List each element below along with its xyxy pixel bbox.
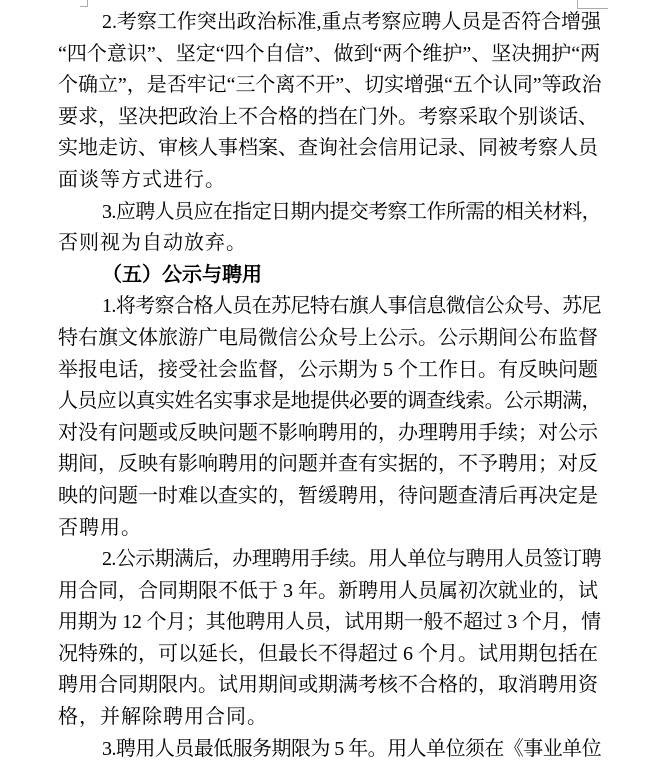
text-line: 对没有问题或反映问题不影响聘用的，办理聘用手续；对公示: [58, 421, 598, 444]
text-line: 2.公示期满后，办理聘用手续。用人单位与聘用人员签订聘: [102, 548, 602, 571]
text-line: 否则视为自动放弃。: [58, 232, 247, 255]
text-line: 3.聘用人员最低服务期限为 5 年。用人单位须在《事业单位: [102, 737, 602, 760]
text-line: 2.考察工作突出政治标准,重点考察应聘人员是否符合增强: [102, 11, 601, 33]
text-line: 况特殊的，可以延长，但最长不得超过 6 个月。试用期包括在: [58, 642, 598, 665]
text-line: 人员应以真实姓名实事求是地提供必要的调查线索。公示期满，: [58, 390, 601, 413]
text-line: 否聘用。: [58, 516, 142, 539]
text-line: “四个意识”、坚定“四个自信”、做到“两个维护”、坚决拥护“两: [58, 42, 601, 65]
text-line: 映的问题一时难以查实的，暂缓聘用，待问题查清后再决定是: [58, 484, 598, 507]
text-line: 面谈等方式进行。: [58, 168, 226, 191]
text-line: 聘用合同期限内。试用期间或期满考核不合格的，取消聘用资: [58, 674, 598, 697]
document-body: [58, 7, 601, 765]
text-line: 用期为 12 个月；其他聘用人员，试用期一般不超过 3 个月，情: [58, 611, 601, 634]
text-line: 实地走访、审核人事档案、查询社会信用记录、同被考察人员: [58, 137, 598, 160]
text-line: 期间，反映有影响聘用的问题并查有实据的，不予聘用；对反: [58, 453, 598, 476]
text-line: 个确立”，是否牢记“三个离不开”、切实增强“五个认同”等政治: [58, 74, 602, 97]
text-line: 特右旗文体旅游广电局微信公众号上公示。公示期间公布监督: [58, 326, 598, 349]
text-line: 用合同，合同期限不低于 3 年。新聘用人员属初次就业的，试: [58, 579, 598, 602]
text-boundary-mark-left-icon: [80, 0, 88, 7]
text-line: 要求，坚决把政治上不合格的挡在门外。考察采取个别谈话、: [58, 105, 598, 128]
section-heading: （五）公示与聘用: [102, 263, 262, 286]
text-line: 1.将考察合格人员在苏尼特右旗人事信息微信公众号、苏尼: [102, 295, 602, 318]
text-line: 举报电话，接受社会监督，公示期为 5 个工作日。有反映问题: [58, 358, 598, 381]
text-line: 格，并解除聘用合同。: [58, 706, 268, 729]
text-line: 3.应聘人员应在指定日期内提交考察工作所需的相关材料，: [102, 200, 602, 223]
